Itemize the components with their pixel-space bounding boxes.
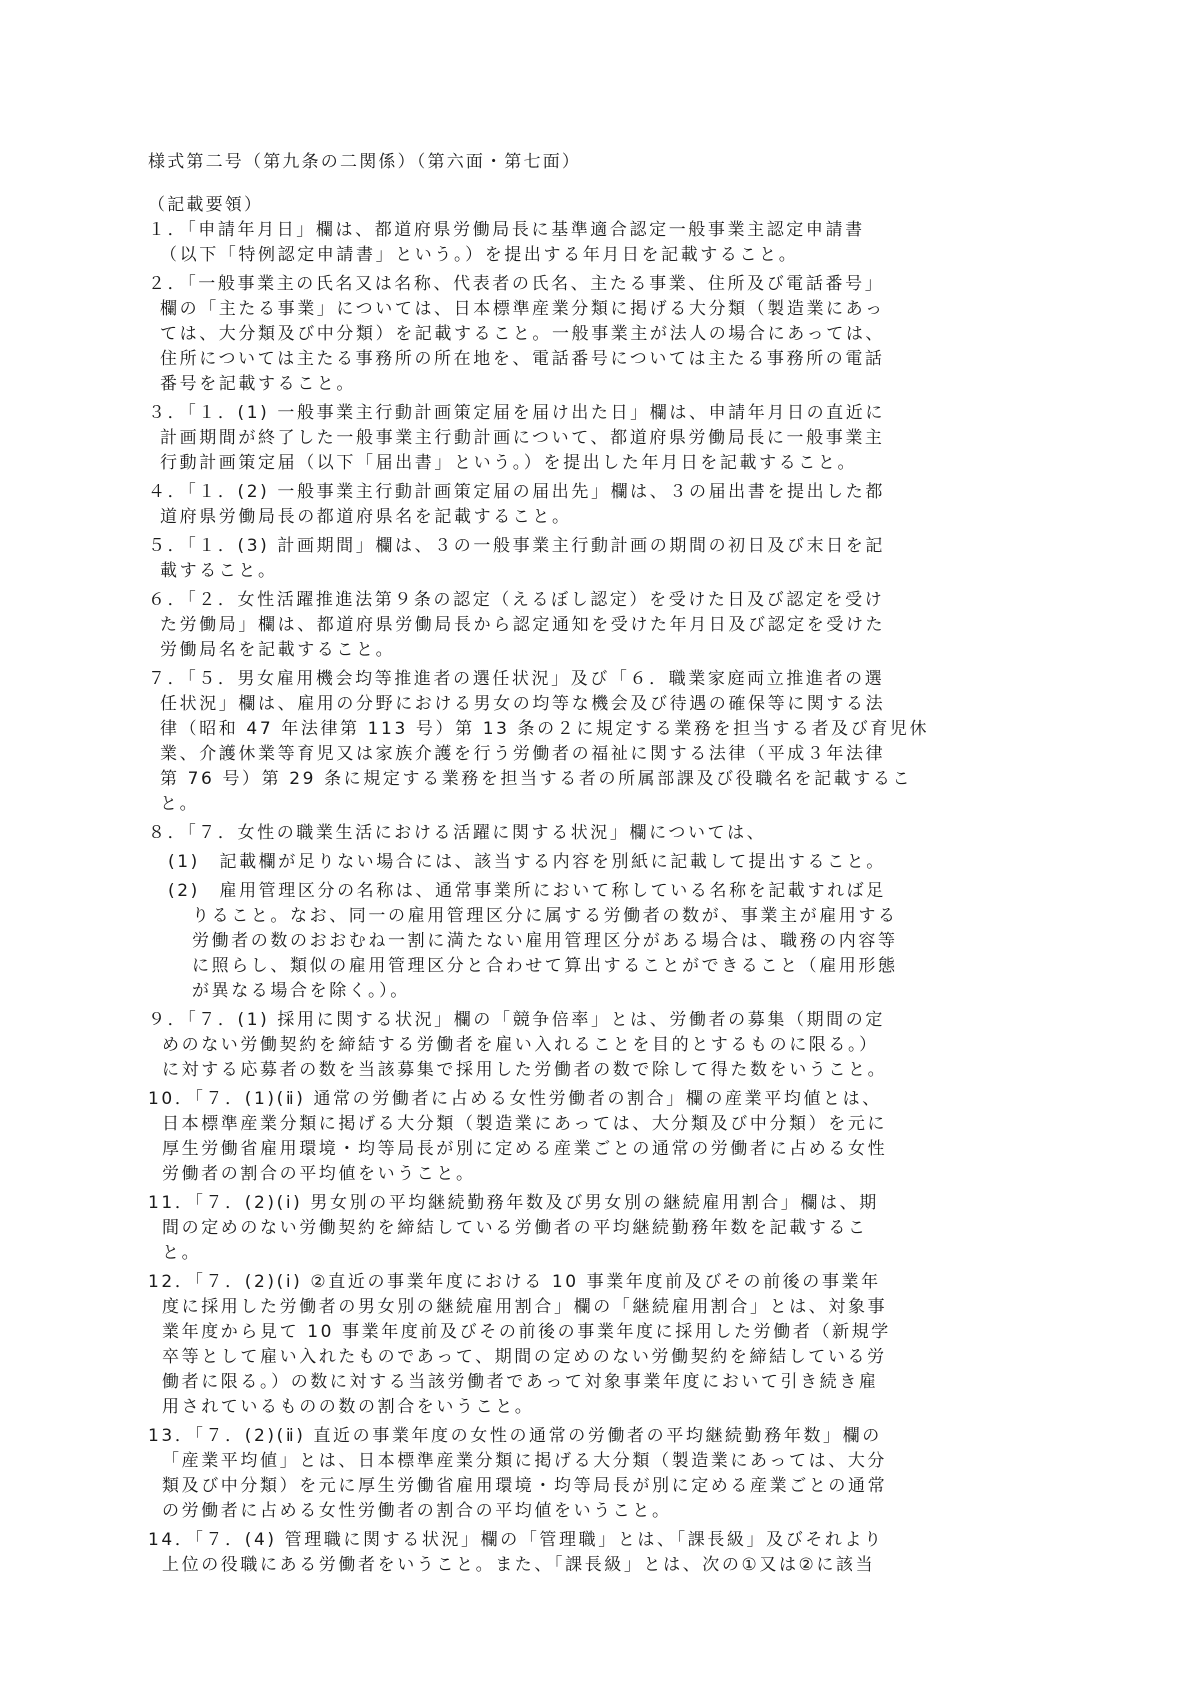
- item-line: 間の定めのない労働契約を締結している労働者の平均継続勤務年数を記載するこ: [162, 1218, 868, 1238]
- item-line: 計画期間が終了した一般事業主行動計画について、都道府県労働局長に一般事業主: [160, 428, 885, 448]
- item-line: 番号を記載すること。: [160, 374, 356, 394]
- item-first-line: ６．「２．女性活躍推進法第９条の認定（えるぼし認定）を受けた日及び認定を受け: [148, 590, 885, 610]
- instruction-list-continued: [148, 1008, 966, 1578]
- item-line: ては、大分類及び中分類）を記載すること。一般事業主が法人の場合にあっては、: [160, 324, 886, 344]
- item-line: の労働者に占める女性労働者の割合の平均値をいうこと。: [162, 1501, 672, 1521]
- item-first-line: 14．「７．(4) 管理職に関する状況」欄の「管理職」とは、「課長級」及びそれより: [148, 1530, 884, 1550]
- item-line: 上位の役職にある労働者をいうこと。また、「課長級」とは、次の①又は②に該当: [162, 1555, 876, 1575]
- instruction-item: [148, 1528, 966, 1578]
- item-first-line: ７．「５．男女雇用機会均等推進者の選任状況」及び「６．職業家庭両立推進者の選: [148, 669, 885, 689]
- section-label: （記載要領）: [148, 195, 264, 215]
- item-first-line: 13．「７．(2)(ⅱ) 直近の事業年度の女性の通常の労働者の平均継続勤務年数」欄の: [148, 1426, 882, 1446]
- item-first-line: ９．「７．(1) 採用に関する状況」欄の「競争倍率」とは、労働者の募集（期間の定: [148, 1010, 885, 1030]
- item-line: 任状況」欄は、雇用の分野における男女の均等な機会及び待遇の確保等に関する法: [160, 694, 886, 714]
- item-first-line: 11．「７．(2)(ⅰ) 男女別の平均継続勤務年数及び男女別の継続雇用割合」欄は、期: [148, 1193, 879, 1213]
- instruction-item: [148, 1270, 966, 1420]
- item-line: 度に採用した労働者の男女別の継続雇用割合」欄の「継続雇用割合」とは、対象事: [162, 1297, 888, 1317]
- item-line: 律（昭和 47 年法律第 113 号）第 13 条の２に規定する業務を担当する者及び育児休: [160, 719, 930, 739]
- item-line: 用されているものの数の割合をいうこと。: [162, 1397, 535, 1417]
- instruction-item: [148, 218, 966, 268]
- item-line: 働者に限る。）の数に対する当該労働者であって対象事業年度において引き続き雇: [162, 1372, 879, 1392]
- item-line: と。: [160, 794, 200, 814]
- item-line: 行動計画策定届（以下「届出書」という。）を提出した年月日を記載すること。: [160, 453, 858, 473]
- item-line: 道府県労働局長の都道府県名を記載すること。: [160, 507, 572, 527]
- item-line: めのない労働契約を締結する労働者を雇い入れることを目的とするものに限る。）: [162, 1035, 879, 1055]
- instruction-item: [148, 272, 966, 397]
- item-line: 労働者の割合の平均値をいうこと。: [162, 1164, 476, 1184]
- instruction-item: [148, 821, 966, 846]
- item-line: りること。なお、同一の雇用管理区分に属する労働者の数が、事業主が雇用する: [192, 906, 898, 926]
- item-line: 第 76 号）第 29 条に規定する業務を担当する者の所属部課及び役職名を記載するこ: [160, 769, 913, 789]
- instruction-list: [148, 218, 966, 846]
- item-first-line: 10．「７．(1)(ⅱ) 通常の労働者に占める女性労働者の割合」欄の産業平均値とは、: [148, 1089, 882, 1109]
- instruction-item: [148, 667, 966, 817]
- instruction-item: [148, 1087, 966, 1187]
- sub-instruction-list: [148, 850, 966, 1004]
- item-first-line: ８．「７．女性の職業生活における活躍に関する状況」欄については、: [148, 823, 767, 843]
- item-line: 労働者の数のおおむね一割に満たない雇用管理区分がある場合は、職務の内容等: [192, 931, 898, 951]
- item-line: 業、介護休業等育児又は家族介護を行う労働者の福祉に関する法律（平成３年法律: [160, 744, 886, 764]
- item-first-line: ３．「１．(1) 一般事業主行動計画策定届を届け出た日」欄は、申請年月日の直近に: [148, 403, 885, 423]
- item-first-line: １．「申請年月日」欄は、都道府県労働局長に基準適合認定一般事業主認定申請書: [148, 220, 865, 240]
- item-line: た労働局」欄は、都道府県労働局長から認定通知を受けた年月日及び認定を受けた: [160, 615, 886, 635]
- item-first-line: ２．「一般事業主の氏名又は名称、代表者の氏名、主たる事業、住所及び電話番号」: [148, 274, 885, 294]
- item-line: 労働局名を記載すること。: [160, 640, 396, 660]
- item-first-line: ４．「１．(2) 一般事業主行動計画策定届の届出先」欄は、３の届出書を提出した都: [148, 482, 885, 502]
- item-line: と。: [162, 1243, 202, 1263]
- item-line: 載すること。: [160, 561, 278, 581]
- item-line: 卒等として雇い入れたものであって、期間の定めのない労働契約を締結している労: [162, 1347, 887, 1367]
- item-line: 「産業平均値」とは、日本標準産業分類に掲げる大分類（製造業にあっては、大分: [162, 1451, 888, 1471]
- item-line: 業年度から見て 10 事業年度前及びその前後の事業年度に採用した労働者（新規学: [162, 1322, 891, 1342]
- item-line: （以下「特例認定申請書」という。）を提出する年月日を記載すること。: [160, 245, 799, 265]
- item-line: 類及び中分類）を元に厚生労働省雇用環境・均等局長が別に定める産業ごとの通常: [162, 1476, 888, 1496]
- instruction-item: [148, 1008, 966, 1083]
- item-first-line: (1) 記載欄が足りない場合には、該当する内容を別紙に記載して提出すること。: [168, 852, 886, 872]
- item-line: 日本標準産業分類に掲げる大分類（製造業にあっては、大分類及び中分類）を元に: [162, 1114, 888, 1134]
- item-line: 欄の「主たる事業」については、日本標準産業分類に掲げる大分類（製造業にあっ: [160, 299, 885, 319]
- instruction-item: [148, 401, 966, 476]
- form-title: 様式第二号（第九条の二関係）（第六面・第七面）: [148, 152, 582, 172]
- item-first-line: 12．「７．(2)(ⅰ) ②直近の事業年度における 10 事業年度前及びその前後の事業年: [148, 1272, 881, 1292]
- item-line: が異なる場合を除く。）。: [192, 981, 410, 1001]
- item-first-line: (2) 雇用管理区分の名称は、通常事業所において称している名称を記載すれば足: [168, 881, 886, 901]
- instruction-item: [148, 534, 966, 584]
- document-page: [148, 150, 966, 1582]
- item-first-line: ５．「１．(3) 計画期間」欄は、３の一般事業主行動計画の期間の初日及び末日を記: [148, 536, 885, 556]
- item-line: に照らし、類似の雇用管理区分と合わせて算出することができること（雇用形態: [192, 956, 898, 976]
- instruction-item: [148, 588, 966, 663]
- item-line: に対する応募者の数を当該募集で採用した労働者の数で除して得た数をいうこと。: [162, 1060, 888, 1080]
- item-line: 住所については主たる事務所の所在地を、電話番号については主たる事務所の電話: [160, 349, 885, 369]
- sub-instruction-item: [168, 850, 966, 875]
- instruction-item: [148, 1191, 966, 1266]
- sub-instruction-item: [168, 879, 966, 1004]
- instruction-item: [148, 1424, 966, 1524]
- instruction-item: [148, 480, 966, 530]
- item-line: 厚生労働省雇用環境・均等局長が別に定める産業ごとの通常の労働者に占める女性: [162, 1139, 888, 1159]
